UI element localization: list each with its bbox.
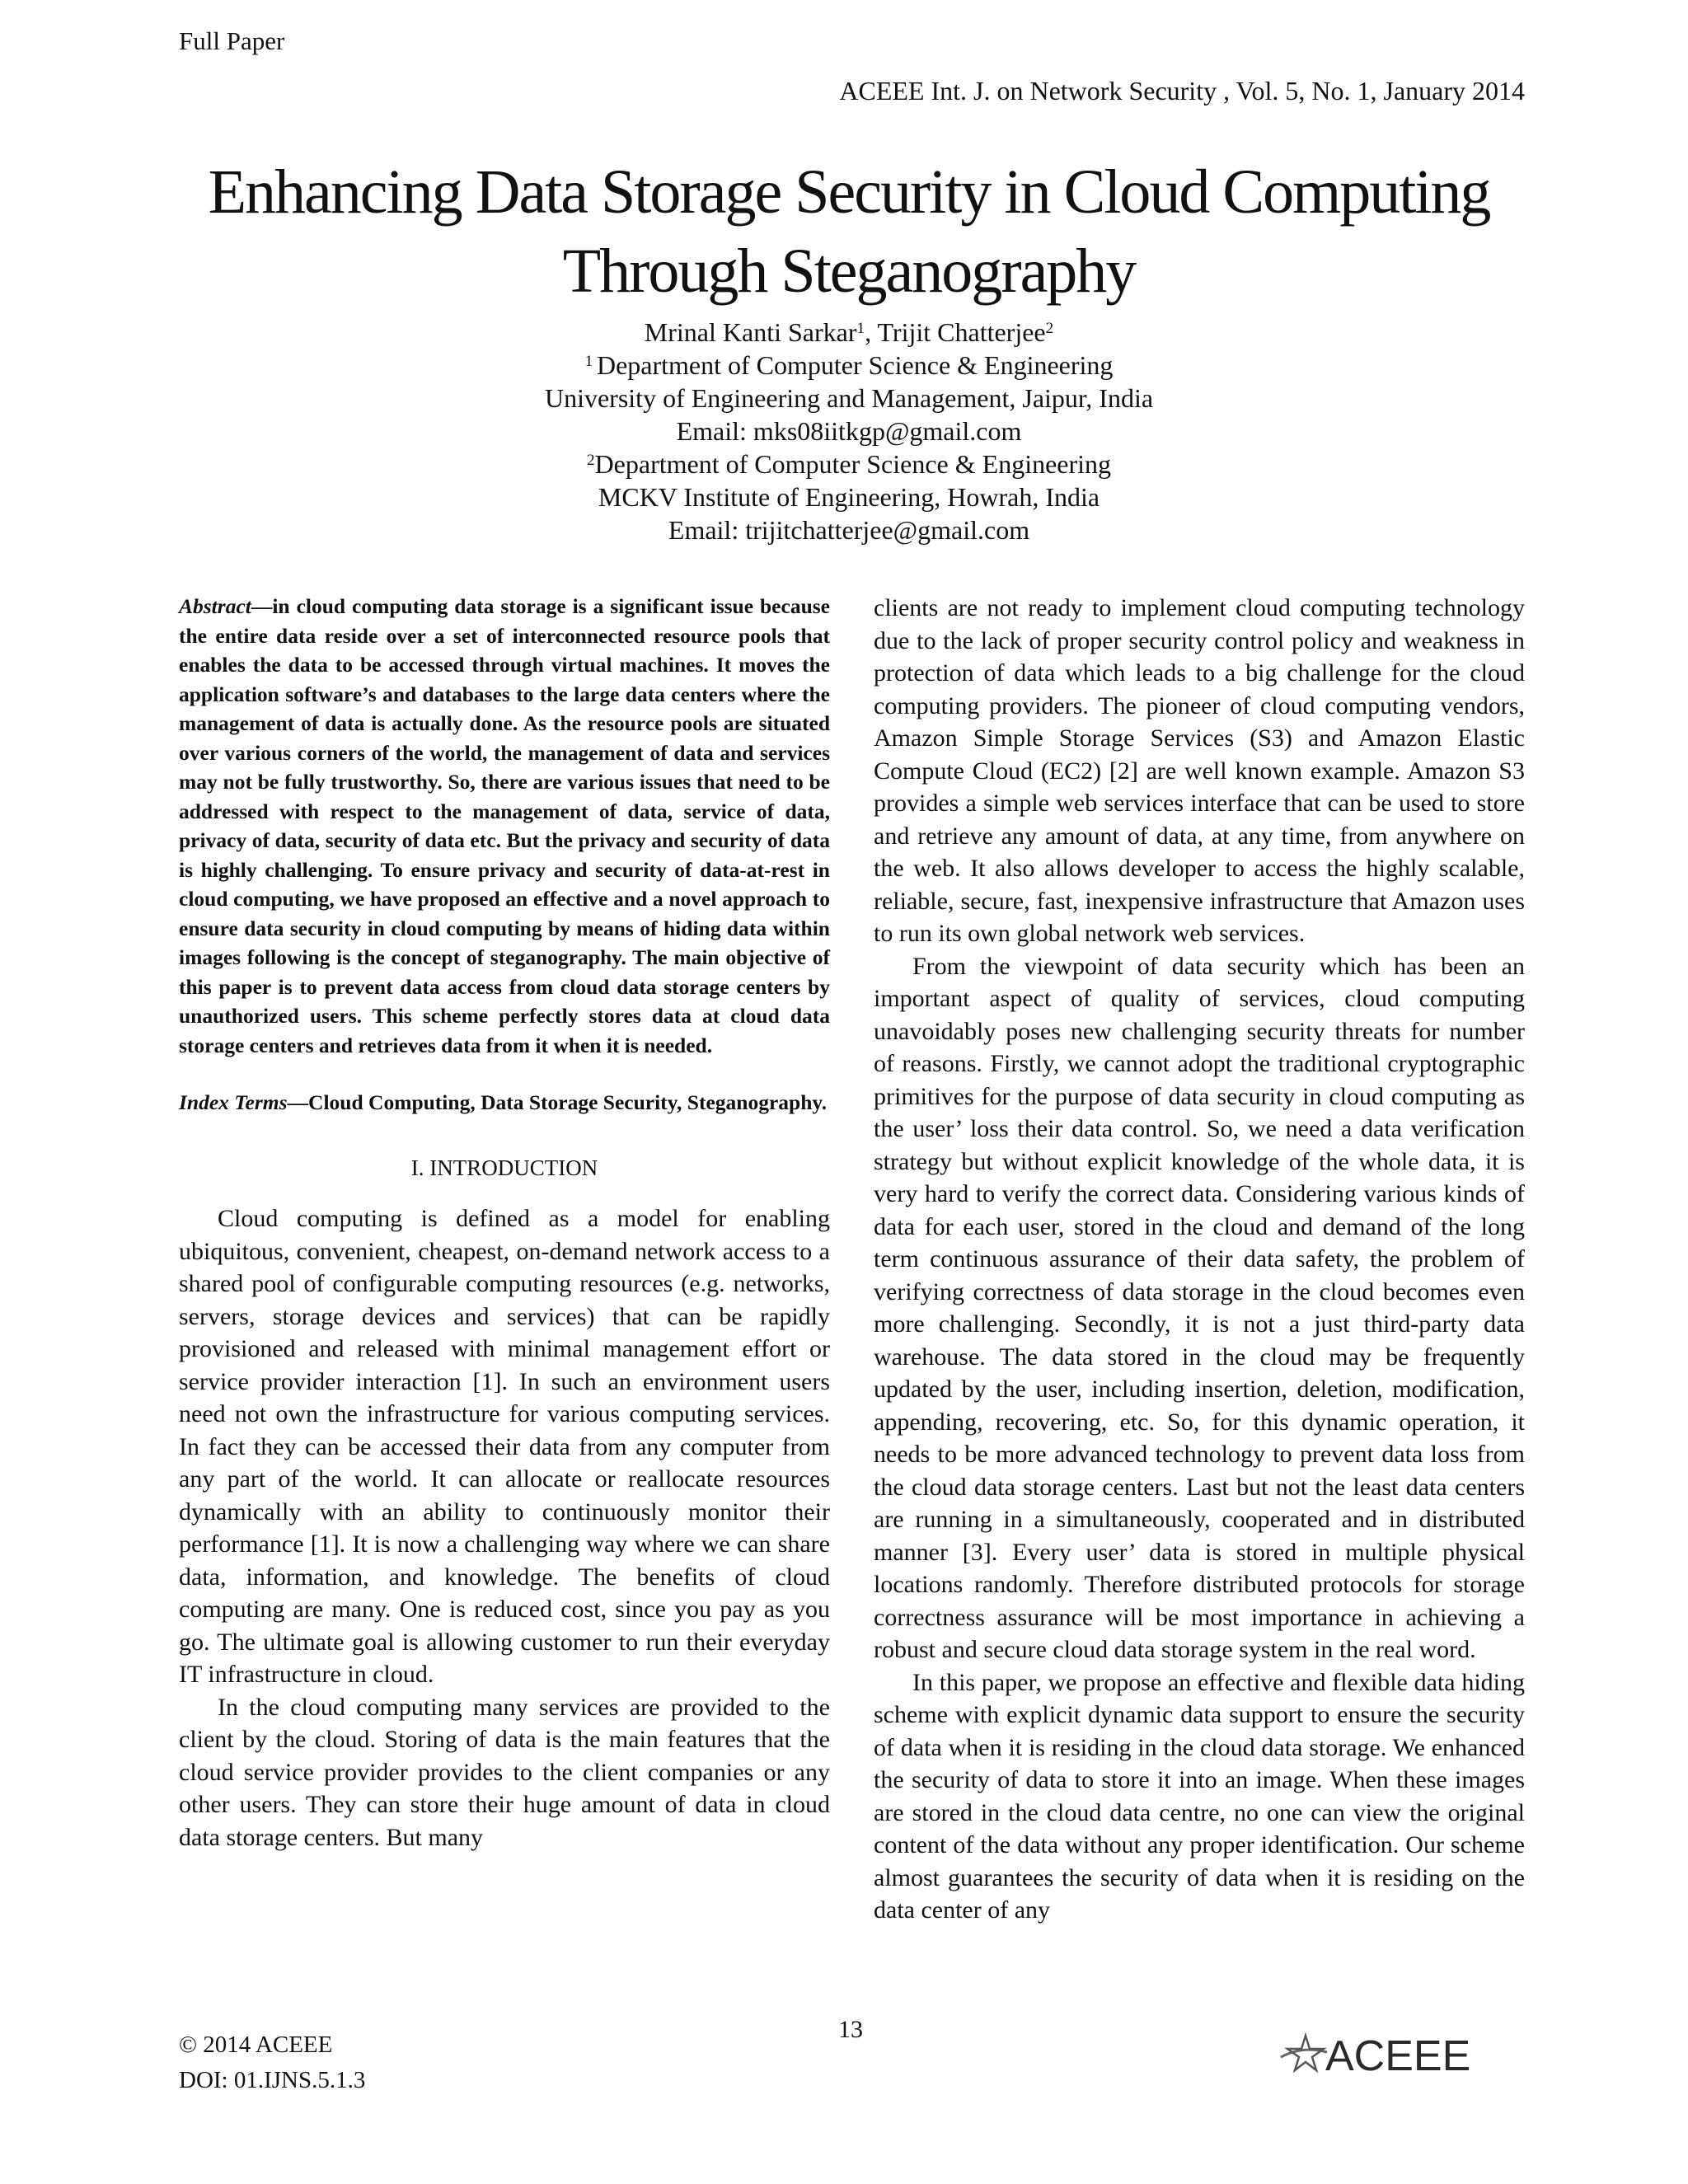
title-line-1: Enhancing Data Storage Security in Cloud Computing bbox=[208, 157, 1490, 227]
affiliation-2-inst: MCKV Institute of Engineering, Howrah, India bbox=[598, 482, 1100, 512]
logo-text: ACEEE bbox=[1325, 2032, 1471, 2079]
index-terms-text: —Cloud Computing, Data Storage Security, Steganography. bbox=[287, 1090, 828, 1114]
abstract-label: Abstract bbox=[179, 594, 251, 618]
intro-paragraph-1: Cloud computing is defined as a model for enabling ubiquitous, convenient, cheapest, on-demand network access to a shared pool of configurable computing resources (e.g. networks, servers, storage devices and services) that can be rapidly provisioned and released with minimal management effort or service provider interaction [1]. In such an environment users need not own the infrastructure for various computing services. In fact they can be accessed their data from any computer from any part of the world. It can allocate or reallocate resources dynamically with an ability to continuously monitor their performance [1]. It is now a challenging way where we can share data, information, and knowledge. The benefits of cloud computing are many. One is reduced cost, since you pay as you go. The ultimate goal is allowing customer to run their everyday IT infrastructure in cloud. bbox=[179, 1205, 830, 1688]
affiliation-1-univ: University of Engineering and Management, Jaipur, India bbox=[544, 383, 1154, 413]
copyright: © 2014 ACEEE bbox=[179, 2032, 333, 2058]
doi: DOI: 01.IJNS.5.1.3 bbox=[179, 2067, 366, 2093]
paper-type-label: Full Paper bbox=[179, 26, 285, 55]
page-number: 13 bbox=[838, 2016, 863, 2043]
right-paragraph-3: In this paper, we propose an effective and flexible data hiding scheme with explicit dynamic data support to ensure the security of data when it is residing in the cloud data storage. We enhanced the security of data to store it into an image. When these images are stored in the cloud data centre, no one can view the original content of the data without any proper identification. Our scheme almost guarantees the security of data when it is residing on the data center of any bbox=[874, 1668, 1525, 1924]
index-terms-label: Index Terms bbox=[179, 1090, 288, 1114]
right-paragraph-2: From the viewpoint of data security which has been an important aspect of quality of services, cloud computing unavoidably poses new challenging security threats for number of reasons. Firstly, we cannot adopt the traditional cryptographic primitives for the purpose of data security in cloud computing as the user’ loss their data control. So, we need a data verification strategy but without explicit knowledge of the whole data, it is very hard to verify the correct data. Considering various kinds of data for each user, stored in the cloud and demand of the long term continuous assurance of their data safety, the problem of verifying correctness of data storage in the cloud becomes even more challenging. Secondly, it is not a just third-party data warehouse. The data stored in the cloud may be frequently updated by the user, including insertion, deletion, modification, appending, recovering, etc. So, for this dynamic operation, it needs to be more advanced technology to prevent data loss from the cloud data storage centers. Last but not the least data centers are running in a simultaneously, cooperated and in distributed manner [3]. Every user’ data is stored in multiple physical locations randomly. Therefore distributed protocols for storage correctness assurance will be most importance in achieving a robust and secure cloud data storage system in the real word. bbox=[874, 952, 1525, 1663]
aceee-logo bbox=[1278, 2029, 1525, 2079]
author-names: Mrinal Kanti Sarkar$^1$, Trijit Chatterjee$^2$ bbox=[644, 317, 1054, 347]
author-block bbox=[124, 316, 1574, 546]
journal-citation: ACEEE Int. J. on Network Security , Vol. 5, No. 1, January 2014 bbox=[839, 76, 1525, 105]
affiliation-2-dept: $^2$Department of Computer Science & Engineering bbox=[586, 449, 1112, 479]
abstract bbox=[179, 592, 830, 1060]
paper-title bbox=[124, 152, 1574, 311]
affiliation-2-email: Email: trijitchatterjee@gmail.com bbox=[668, 515, 1030, 545]
right-column bbox=[874, 592, 1525, 1927]
affiliation-1-dept: $^1$ Department of Computer Science & Engineering bbox=[584, 350, 1114, 380]
affiliation-1-email: Email: mks08iitkgp@gmail.com bbox=[676, 416, 1022, 446]
left-column bbox=[179, 592, 830, 1854]
title-line-2: Through Steganography bbox=[562, 237, 1136, 306]
footer-left bbox=[179, 2027, 365, 2098]
intro-paragraph-2: In the cloud computing many services are provided to the client by the cloud. Storing of data is the main features that the cloud service provider provides to the client companies or any other users. They can store their huge amount of data in cloud data storage centers. But many bbox=[179, 1693, 830, 1851]
index-terms bbox=[179, 1088, 830, 1118]
star-swoosh-icon bbox=[1278, 2029, 1525, 2079]
abstract-text: —in cloud computing data storage is a significant issue because the entire data reside over a set of interconnected resource pools that enables the data to be accessed through virtual machines. It moves the application software’s and databases to the large data centers where the management of data is actually done. As the resource pools are situated over various corners of the world, the management of data and services may not be fully trustworthy. So, there are various issues that need to be addressed with respect to the management of data, service of data, privacy of data, security of data etc. But the privacy and security of data is highly challenging. To ensure privacy and security of data-at-rest in cloud computing, we have proposed an effective and a novel approach to ensure data security in cloud computing by means of hiding data within images following is the concept of steganography. The main objective of this paper is to prevent data access from cloud data storage centers by unauthorized users. This scheme perfectly stores data at cloud data storage centers and retrieves data from it when it is needed. bbox=[179, 594, 830, 1057]
right-paragraph-1: clients are not ready to implement cloud computing technology due to the lack of proper security control policy and weakness in protection of data which leads to a big challenge for the cloud computing providers. The pioneer of cloud computing vendors, Amazon Simple Storage Services (S3) and Amazon Elastic Compute Cloud (EC2) [2] are well known example. Amazon S3 provides a simple web services interface that can be used to store and retrieve any amount of data, at any time, from anywhere on the web. It also allows developer to access the highly scalable, reliable, secure, fast, inexpensive infrastructure that Amazon uses to run its own global network web services. bbox=[874, 594, 1525, 947]
section-heading-introduction: I. INTRODUCTION bbox=[410, 1155, 598, 1180]
